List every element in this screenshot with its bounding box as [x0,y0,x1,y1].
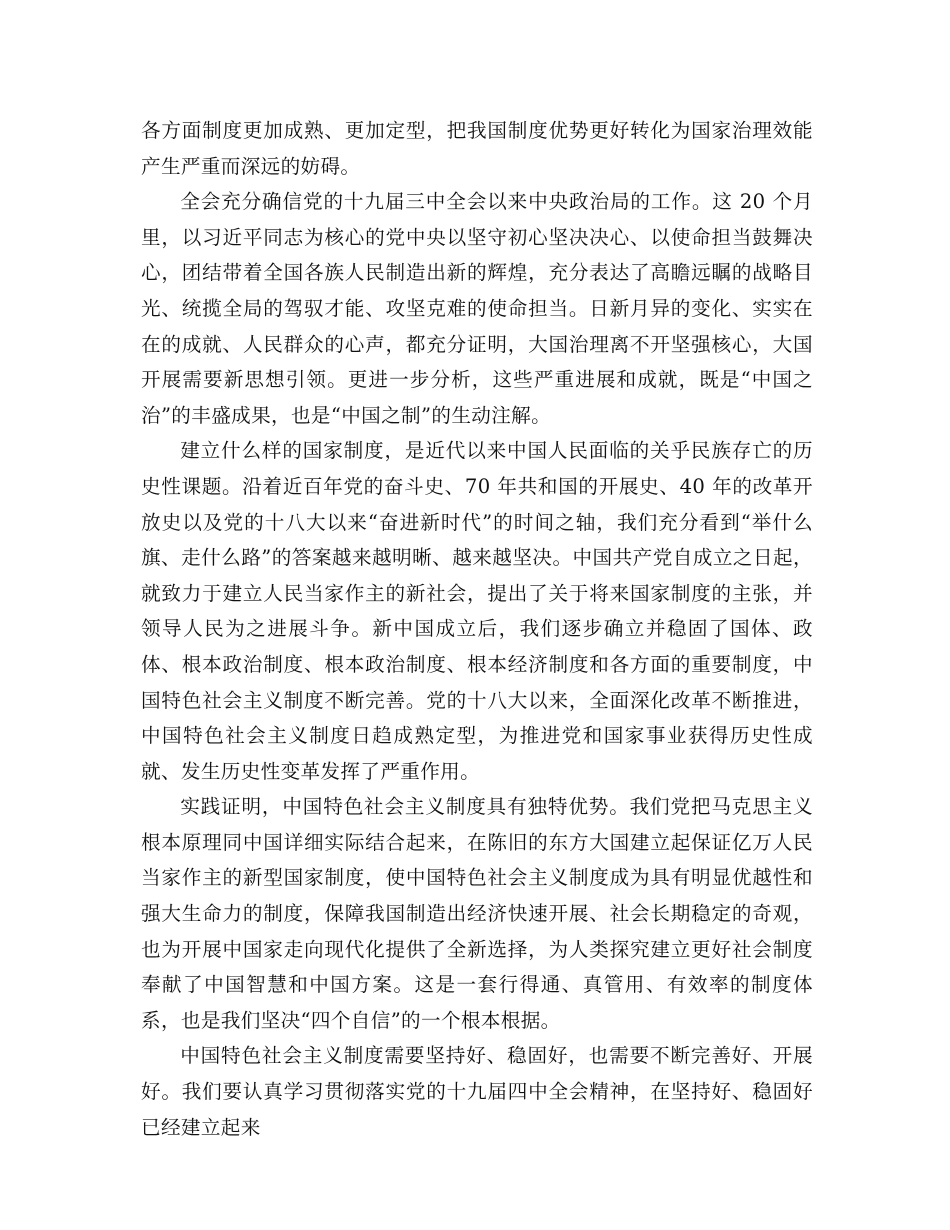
document-body [141,113,813,1145]
paragraph-national-system-history: 建立什么样的国家制度，是近代以来中国人民面临的关乎民族存亡的历史性课题。沿着近百年党的奋斗史、70 年共和国的开展史、40 年的改革开放史以及党的十八大以来“奋进新时代”的时间之轴，我们充分看到“举什么旗、走什么路”的答案越来越明晰、越来越坚决。中国共产党自成立之日起，就致力于建立人民当家作主的新社会，提出了关于将来国家制度的主张，并领导人民为之进展斗争。新中国成立后，我们逐步确立并稳固了国体、政体、根本政治制度、根本政治制度、根本经济制度和各方面的重要制度，中国特色社会主义制度不断完善。党的十八大以来，全面深化改革不断推进，中国特色社会主义制度日趋成熟定型，为推进党和国家事业获得历史性成就、发生历史性变革发挥了严重作用。 [141,439,813,783]
paragraph-improve-system: 中国特色社会主义制度需要坚持好、稳固好，也需要不断完善好、开展好。我们要认真学习贯彻落实党的十九届四中全会精神，在坚持好、稳固好已经建立起来 [141,1044,813,1139]
paragraph-plenary-affirmation: 全会充分确信党的十九届三中全会以来中央政治局的工作。这 20 个月里，以习近平同志为核心的党中央以坚守初心坚决决心、以使命担当鼓舞决心，团结带着全国各族人民制造出新的辉煌，充分表达了高瞻远瞩的战略目光、统揽全局的驾驭才能、攻坚克难的使命担当。日新月异的变化、实实在在的成就、人民群众的心声，都充分证明，大国治理离不开坚强核心，大国开展需要新思想引领。更进一步分析，这些严重进展和成就，既是“中国之治”的丰盛成果，也是“中国之制”的生动注解。 [141,190,813,427]
paragraph-system-advantages: 实践证明，中国特色社会主义制度具有独特优势。我们党把马克思主义根本原理同中国详细实际结合起来，在陈旧的东方大国建立起保证亿万人民当家作主的新型国家制度，使中国特色社会主义制度成为具有明显优越性和强大生命力的制度，保障我国制造出经济快速开展、社会长期稳定的奇观，也为开展中国家走向现代化提供了全新选择，为人类探究建立更好社会制度奉献了中国智慧和中国方案。这是一套行得通、真管用、有效率的制度体系，也是我们坚决“四个自信”的一个根本根据。 [141,795,813,1032]
paragraph-continuation: 各方面制度更加成熟、更加定型，把我国制度优势更好转化为国家治理效能产生严重而深远的妨碍。 [141,119,813,178]
